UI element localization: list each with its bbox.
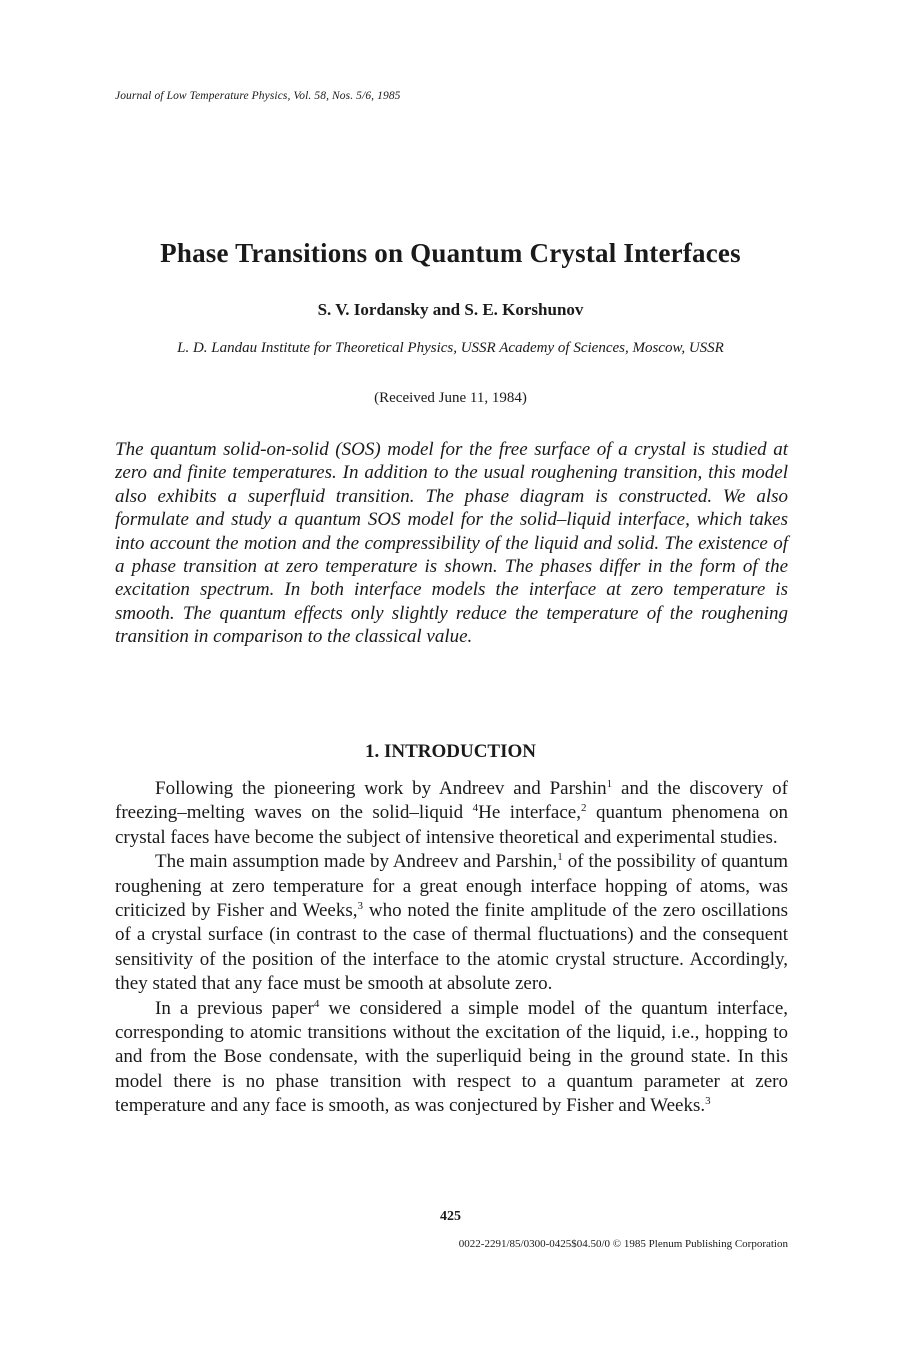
author-affiliation: L. D. Landau Institute for Theoretical Physics, USSR Academy of Sciences, Moscow, USSR [177,340,724,356]
isotope-superscript: 4 [472,802,479,815]
introduction-body [115,777,788,1119]
copyright-line: 0022-2291/85/0300-0425$04.50/0 © 1985 Plenum Publishing Corporation [458,1238,788,1250]
citation-ref: 1 [557,851,563,864]
journal-citation: Journal of Low Temperature Physics, Vol. 58, Nos. 5/6, 1985 [115,90,401,102]
citation-ref: 2 [580,802,587,815]
author-list: S. V. Iordansky and S. E. Korshunov [317,300,584,319]
section-heading-introduction: 1. INTRODUCTION [364,741,537,762]
page-number: 425 [440,1209,461,1224]
paper-title: Phase Transitions on Quantum Crystal Interfaces [160,238,741,268]
abstract: The quantum solid-on-solid (SOS) model for the free surface of a crystal is studied at zero and finite temperatures. In addition to the usual roughening transition, this model also exhibits a superfluid transition. The phase diagram is constructed. We also formulate and study a quantum SOS model for the solid–liquid interface, which takes into account the motion and the compressibility of the liquid and solid. The existence of a phase transition at zero temperature is shown. The phases differ in the form of the excitation spectrum. In both interface models the interface at zero temperature is smooth. The quantum effects only slightly reduce the temperature of the roughening transition in comparison to the classical value. [115,439,788,648]
citation-ref: 3 [705,1095,711,1108]
paragraph: Following the pioneering work by Andreev and Parshin$^1$ and the discovery of freezing–melting waves on the solid–liquid $^4$He interface,$^2$ quantum phenomena on crystal faces have become the subject of intensive theoretical and experimental studies. [115,778,788,848]
received-date: (Received June 11, 1984) [374,390,527,406]
citation-ref: 4 [313,997,320,1010]
citation-ref: 1 [606,778,613,790]
paragraph: In a previous paper$^4$ we considered a simple model of the quantum interface, corresponding to atomic transitions without the excitation of the liquid, i.e., hopping to and from the Bose condensate, with the superliquid being in the ground state. In this model there is no phase transition with respect to a quantum parameter at zero temperature and any face is smooth, as was conjectured by Fisher and Weeks.$^3$ [115,997,789,1117]
citation-ref: 3 [357,900,364,913]
paragraph: The main assumption made by Andreev and Parshin,$^1$ of the possibility of quantum roughening at zero temperature for a great enough interface hopping of atoms, was criticized by Fisher and Weeks,$^3$ who noted the finite amplitude of the zero oscillations of a crystal surface (in contrast to the case of thermal fluctuations) and the consequent sensitivity of the position of the interface to the atomic crystal structure. Accordingly, they stated that any face must be smooth at absolute zero. [115,851,788,995]
